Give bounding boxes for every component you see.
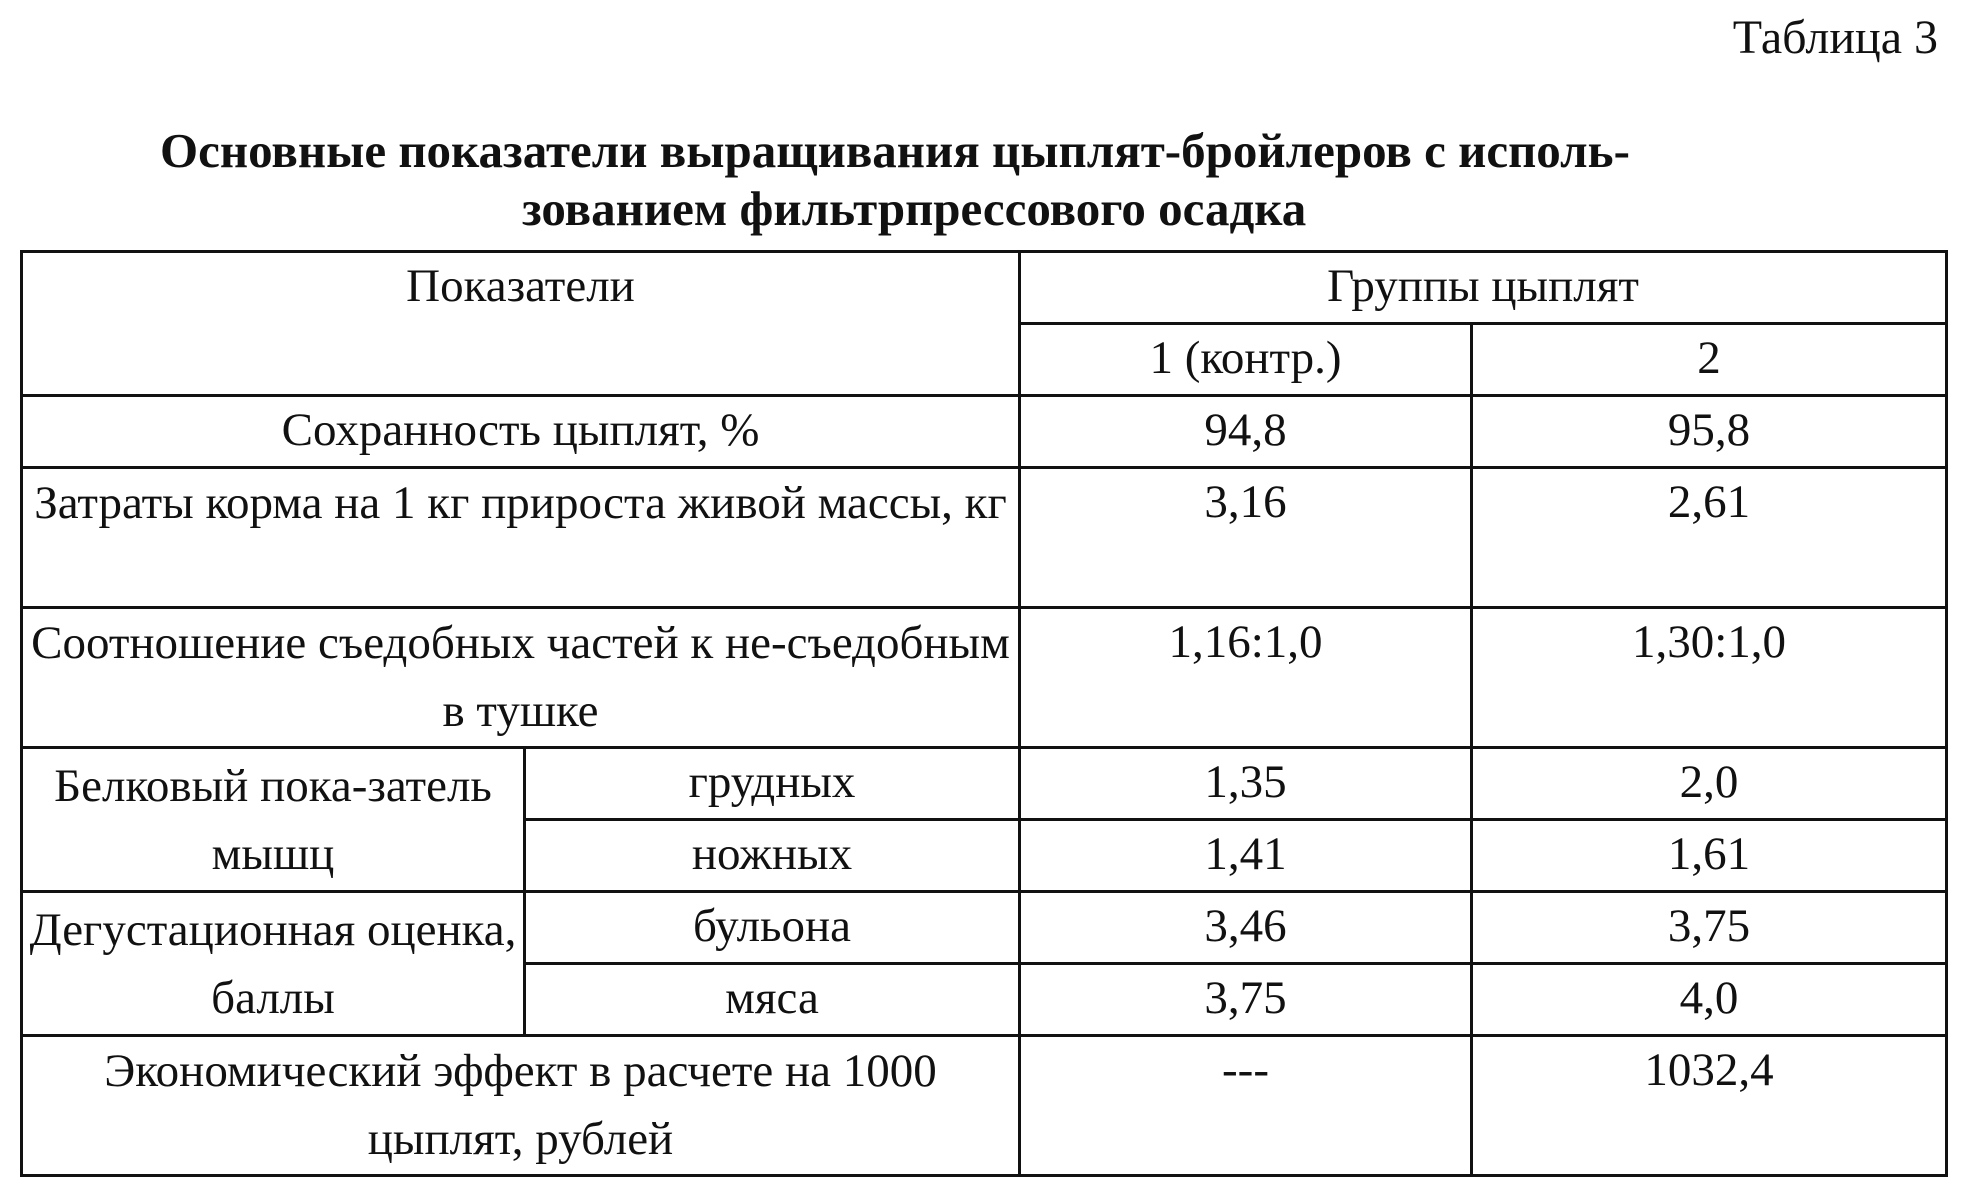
caption-line-2: зованием фильтрпрессового осадка <box>522 181 1307 236</box>
row-label: Белковый пока-затель мышц <box>22 748 525 892</box>
sub-row-label: бульона <box>525 892 1020 964</box>
table-row <box>22 1036 1947 1176</box>
row-label: Соотношение съедобных частей к не-съедобным в тушке <box>22 608 1020 748</box>
header-indicators: Показатели <box>22 252 1020 396</box>
caption-line-1: Основные показатели выращивания цыплят-бройлеров с исполь- <box>160 123 1630 178</box>
row-label: Затраты корма на 1 кг прироста живой массы, кг <box>22 468 1020 608</box>
sub-row-label: грудных <box>525 748 1020 820</box>
cell-group-1: 1,16:1,0 <box>1020 608 1472 748</box>
header-group-2: 2 <box>1472 324 1947 396</box>
cell-group-2: 4,0 <box>1472 964 1947 1036</box>
cell-group-1: --- <box>1020 1036 1472 1176</box>
header-groups: Группы цыплят <box>1020 252 1947 324</box>
cell-group-1: 3,46 <box>1020 892 1472 964</box>
cell-group-1: 1,35 <box>1020 748 1472 820</box>
cell-group-2: 1,61 <box>1472 820 1947 892</box>
sub-row-label: мяса <box>525 964 1020 1036</box>
table-row <box>22 892 1947 964</box>
table-row <box>22 608 1947 748</box>
cell-group-1: 3,75 <box>1020 964 1472 1036</box>
cell-group-2: 3,75 <box>1472 892 1947 964</box>
cell-group-2: 2,61 <box>1472 468 1947 608</box>
row-label: Сохранность цыплят, % <box>22 396 1020 468</box>
cell-group-2: 1,30:1,0 <box>1472 608 1947 748</box>
row-label: Дегустационная оценка, баллы <box>22 892 525 1036</box>
cell-group-2: 1032,4 <box>1472 1036 1947 1176</box>
header-group-1: 1 (контр.) <box>1020 324 1472 396</box>
cell-group-1: 1,41 <box>1020 820 1472 892</box>
data-table <box>20 250 1948 1177</box>
table-caption <box>160 122 1940 238</box>
cell-group-2: 95,8 <box>1472 396 1947 468</box>
table-number: Таблица 3 <box>1732 11 1938 64</box>
table-row <box>22 396 1947 468</box>
table-row <box>22 748 1947 820</box>
row-label: Экономический эффект в расчете на 1000 цыплят, рублей <box>22 1036 1020 1176</box>
sub-row-label: ножных <box>525 820 1020 892</box>
cell-group-1: 94,8 <box>1020 396 1472 468</box>
cell-group-1: 3,16 <box>1020 468 1472 608</box>
cell-group-2: 2,0 <box>1472 748 1947 820</box>
table-row <box>22 468 1947 608</box>
